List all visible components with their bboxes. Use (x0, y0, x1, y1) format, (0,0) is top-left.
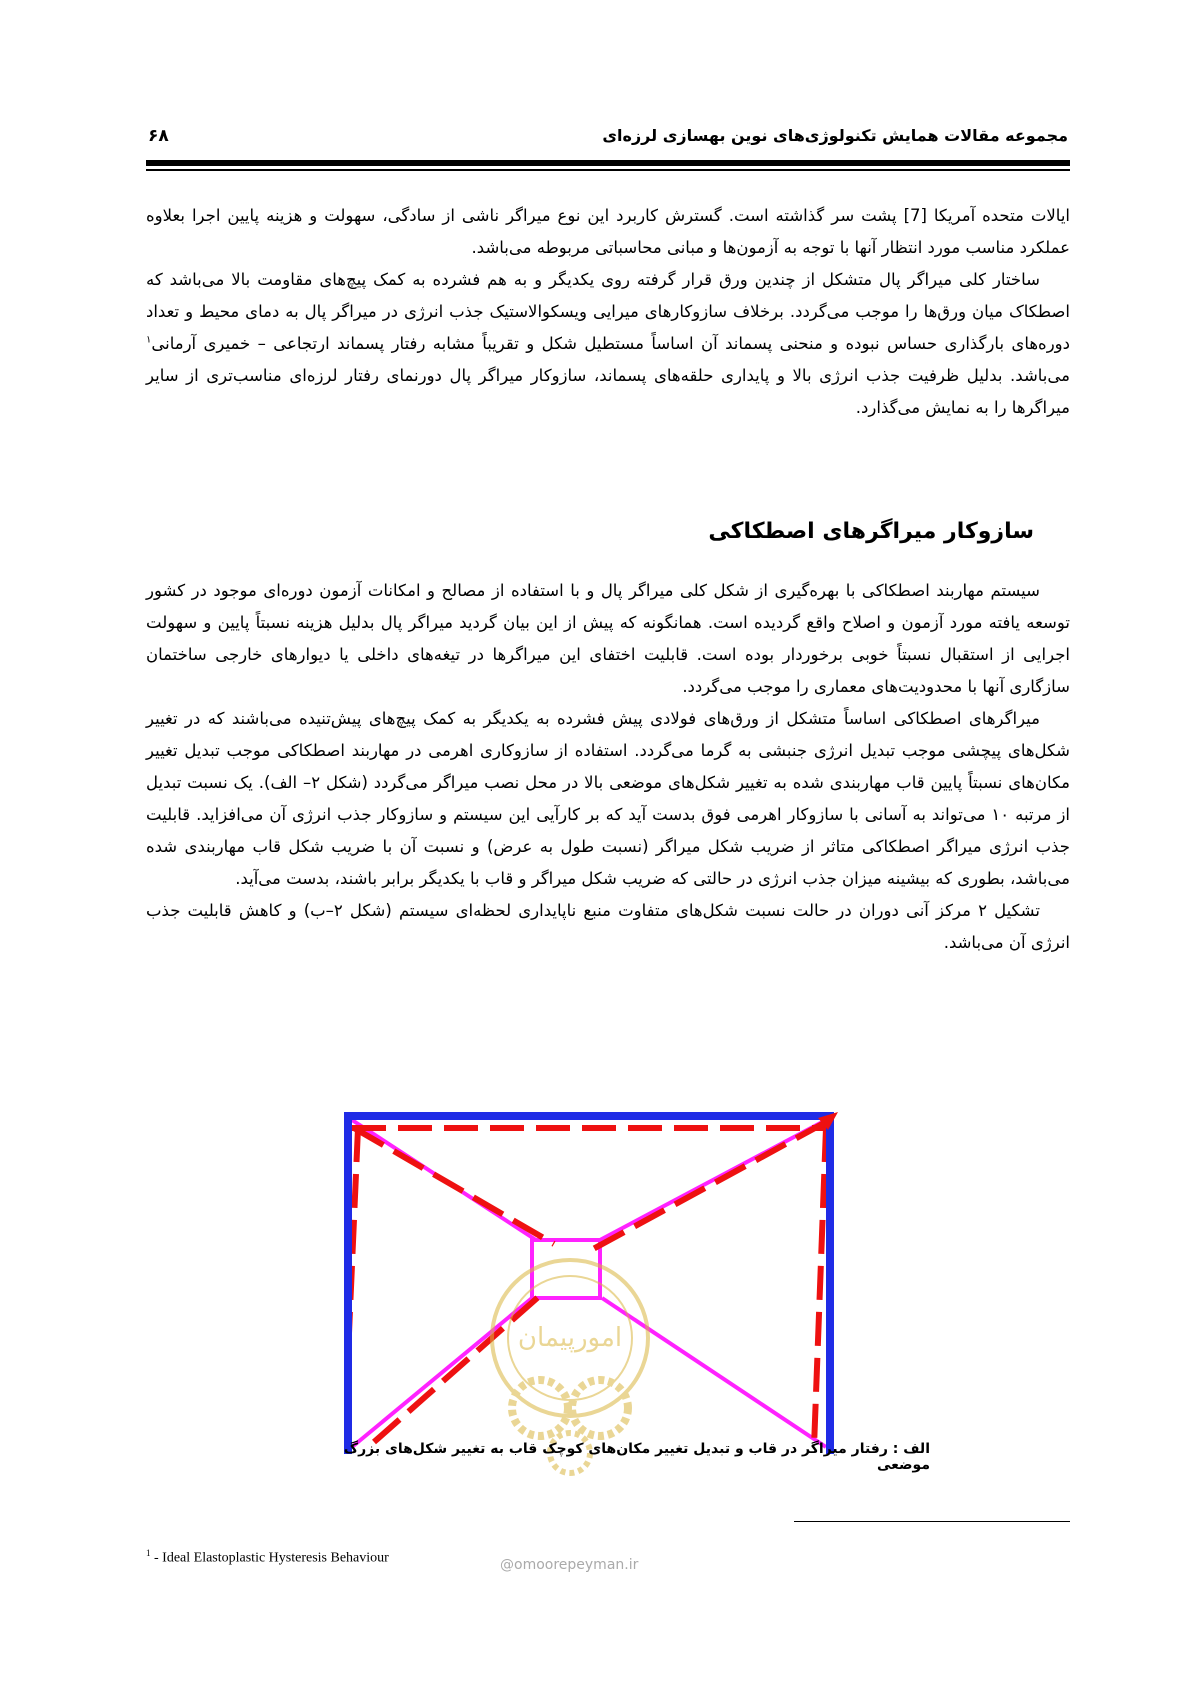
intro-text (146, 200, 1070, 424)
footnote-marker: 1 (146, 1548, 151, 1558)
watermark-logo-text: امورپیمان (517, 1323, 623, 1353)
site-watermark: @omoorepeyman.ir (500, 1557, 639, 1573)
header-rule-thin (146, 169, 1070, 171)
intro-paragraph-2-text: ساختار کلی میراگر پال متشکل از چندین ورق قرار گرفته روی یکدیگر و به هم فشرده به کمک پیچ‌های مقاومت بالا می‌باشد که اصطکاک میان ورق‌ها را موجب می‌گردد. برخلاف سازوکارهای میرایی ویسکوالاستیک جذب انرژی در میراگر پال به دمای محیط و تعداد دوره‌های بارگذاری حساس نبوده و منحنی پسماند آن اساساً مستطیل شکل و تقریباً مشابه رفتار پسماند ارتجاعی – خمیری آرمانی (146, 270, 1070, 353)
running-title: مجموعه مقالات همایش تکنولوژی‌های نوین بهسازی لرزه‌ای (602, 126, 1068, 145)
footnote (146, 1548, 389, 1567)
section-heading: سازوکار میراگرهای اصطکاکی (708, 519, 1034, 544)
footnote-text: - Ideal Elastoplastic Hysteresis Behaviour (150, 1550, 389, 1566)
section-paragraph-3: تشکیل ۲ مرکز آنی دوران در حالت نسبت شکل‌های متفاوت منبع ناپایداری لحظه‌ای سیستم (شکل ۲–ب) و کاهش قابلیت جذب انرژی آن می‌باشد. (146, 901, 1070, 952)
page-header (148, 126, 1068, 146)
footnote-reference: ۱ (146, 334, 152, 346)
footnote-rule (794, 1521, 1070, 1522)
intro-paragraph-2 (146, 264, 1070, 424)
header-rule-thick (146, 160, 1070, 166)
figure-caption: الف : رفتار میراگر در قاب و تبدیل تغییر مکان‌های کوچک قاب به تغییر شکل‌های بزرگ موضعی (343, 1441, 930, 1473)
intro-paragraph-2-text-end: می‌باشد. بدلیل ظرفیت جذب انرژی بالا و پایداری حلقه‌های پسماند، سازوکار میراگر پال دورنمای رفتار لرزه‌ای مناسب‌تری از سایر میراگرها را به نمایش می‌گذارد. (146, 366, 1070, 417)
intro-paragraph-1: ایالات متحده آمریکا [7] پشت سر گذاشته است. گسترش کاربرد این نوع میراگر ناشی از سادگی، سهولت و هزینه پایین اجرا بعلاوه عملکرد مناسب مورد انتظار آنها با توجه به آزمون‌ها و مبانی محاسباتی مربوطه می‌باشد. (146, 206, 1070, 257)
section-paragraph-1: سیستم مهاربند اصطکاکی با بهره‌گیری از شکل کلی میراگر پال و با استفاده از مصالح و امکانات آزمون دوره‌ای موجود در کشور توسعه یافته مورد آزمون و اصلاح واقع گردیده است. همانگونه که پیش از این بیان گردید میراگر پال بدلیل هزینه نسبتاً پایین و سهولت اجرایی از استقبال نسبتاً خوبی برخوردار بوده است. قابلیت اختفای این میراگرها در تیغه‌های داخلی یا دیوارهای خارجی ساختمان سازگاری آنها با محدودیت‌های معماری را موجب می‌گردد. (146, 581, 1070, 696)
section-text (146, 575, 1070, 959)
section-paragraph-2: میراگرهای اصطکاکی اساساً متشکل از ورق‌های فولادی پیش فشرده به یکدیگر به کمک پیچ‌های پیش‌تنیده می‌باشند که در تغییر شکل‌های پیچشی موجب تبدیل انرژی جنبشی به گرما می‌گردد. استفاده از سازوکاری اهرمی در مهاربند اصطکاکی موجب تبدیل تغییر مکان‌های نسبتاً پایین قاب مهاربندی شده به تغییر شکل‌های موضعی بالا در محل نصب میراگر می‌گردد (شکل ۲– الف). یک نسبت تبدیل از مرتبه ۱۰ می‌تواند به آسانی با سازوکار اهرمی فوق بدست آید که بر کارآیی این سیستم و سازوکار جذب انرژی آن می‌افزاید. قابلیت جذب انرژی میراگر اصطکاکی متاثر از ضریب شکل میراگر (نسبت طول به عرض) و نسبت آن با ضریب شکل قاب مهاربندی شده می‌باشد، بطوری که بیشینه میزان جذب انرژی در حالتی که ضریب شکل میراگر و قاب با یکدیگر برابر باشند، بدست می‌آید. (146, 709, 1071, 888)
page-number: ۶۸ (148, 126, 169, 146)
